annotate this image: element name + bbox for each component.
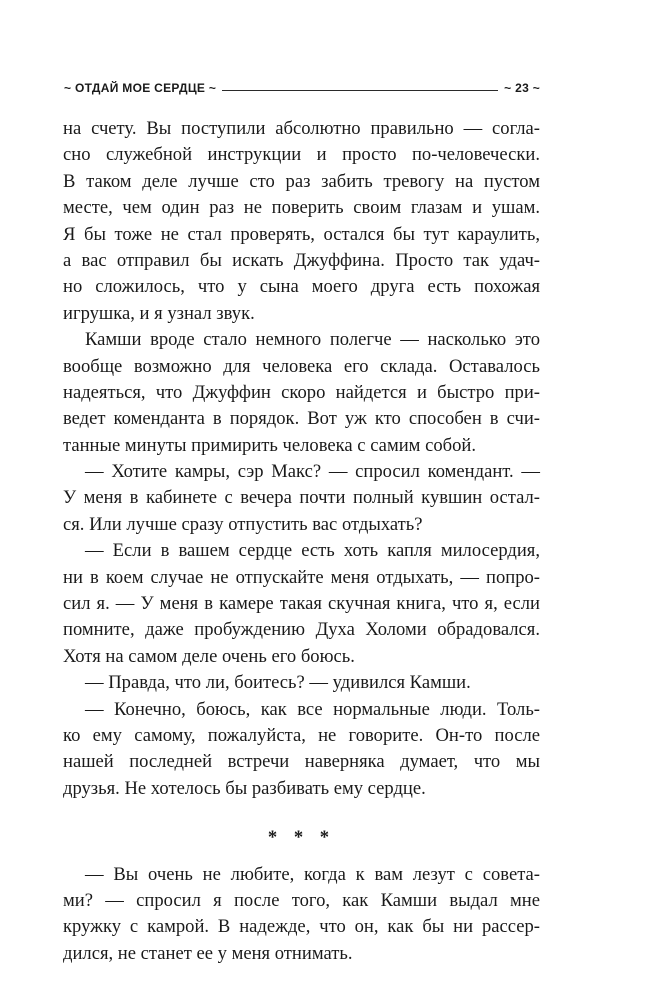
text-line: сил я. — У меня в камере такая скучная книга, что я, если	[63, 593, 540, 615]
text-line: ко ему самому, пожалуйста, не говорите. Он-то после	[63, 724, 540, 746]
paragraph	[63, 459, 540, 538]
paragraph	[63, 670, 540, 696]
text-line: на счету. Вы поступили абсолютно правильно — согла-	[63, 118, 540, 139]
text-line: Камши вроде стало немного полегче — насколько это	[85, 329, 540, 351]
text-line: — Если в вашем сердце есть хоть капля милосердия,	[85, 540, 540, 562]
text-line: танные минуты примирить человека с самим собой.	[63, 434, 476, 456]
section-separator: * * *	[267, 827, 336, 849]
text-line: — Конечно, боюсь, как все нормальные люди. Толь-	[85, 698, 540, 720]
tilde-ornament: ~	[64, 81, 72, 95]
text-line: месте, чем один раз не поверить своим глазам и ушам.	[63, 197, 540, 219]
page-number-block	[498, 80, 540, 96]
tilde-ornament: ~	[208, 81, 217, 95]
text-line: игрушка, и я узнал звук.	[63, 302, 255, 324]
body-text	[63, 116, 540, 967]
text-line: В таком деле лучше сто раз забить тревогу на пустом	[63, 170, 540, 192]
text-line: ми? — спросил я после того, как Камши выдал мне	[63, 889, 540, 911]
text-line: помните, даже пробуждению Духа Холоми обрадовался.	[63, 619, 540, 641]
tilde-ornament: ~	[504, 81, 512, 95]
text-line: Я бы тоже не стал проверять, остался бы тут караулить,	[63, 223, 540, 245]
tilde-ornament: ~	[532, 81, 540, 95]
text-line: кружку с камрой. В надежде, что он, как бы ни рассер-	[63, 916, 540, 938]
running-title	[64, 80, 222, 96]
text-line: ведет коменданта в порядок. Вот уж кто способен в счи-	[63, 408, 540, 430]
text-line: — Правда, что ли, боитесь? — удивился Камши.	[85, 672, 471, 694]
book-title: ОТДАЙ МОЕ СЕРДЦЕ	[74, 81, 206, 95]
text-line: — Вы очень не любите, когда к вам лезут с совета-	[85, 863, 540, 885]
paragraph	[63, 538, 540, 670]
paragraph	[63, 697, 540, 803]
text-line: ся. Или лучше сразу отпустить вас отдыхать?	[63, 513, 423, 535]
text-line: а вас отправил бы искать Джуффина. Просто так удач-	[63, 249, 540, 271]
paragraph	[63, 116, 540, 327]
paragraph	[63, 862, 540, 968]
text-line: ни в коем случае не отпускайте меня отдыхать, — попро-	[63, 566, 540, 588]
text-line: нашей последней встречи наверняка думает, что мы	[63, 751, 540, 773]
text-line: — Хотите камры, сэр Макс? — спросил комендант. —	[85, 461, 540, 483]
text-line: но сложилось, что у сына моего друга есть похожая	[63, 276, 540, 298]
text-line: дился, не станет ее у меня отнимать.	[63, 942, 353, 964]
text-line: сно служебной инструкции и просто по-человечески.	[63, 144, 540, 166]
text-line: надеяться, что Джуффин скоро найдется и быстро при-	[63, 381, 540, 403]
paragraph	[63, 327, 540, 459]
page-number: 23	[515, 81, 530, 95]
text-line: У меня в кабинете с вечера почти полный кувшин остал-	[63, 487, 540, 509]
text-line: друзья. Не хотелось бы разбивать ему сердце.	[63, 777, 426, 799]
text-line: Хотя на самом деле очень его боюсь.	[63, 645, 355, 667]
running-header	[64, 80, 540, 98]
text-line: вообще возможно для человека его склада. Оставалось	[63, 355, 540, 377]
